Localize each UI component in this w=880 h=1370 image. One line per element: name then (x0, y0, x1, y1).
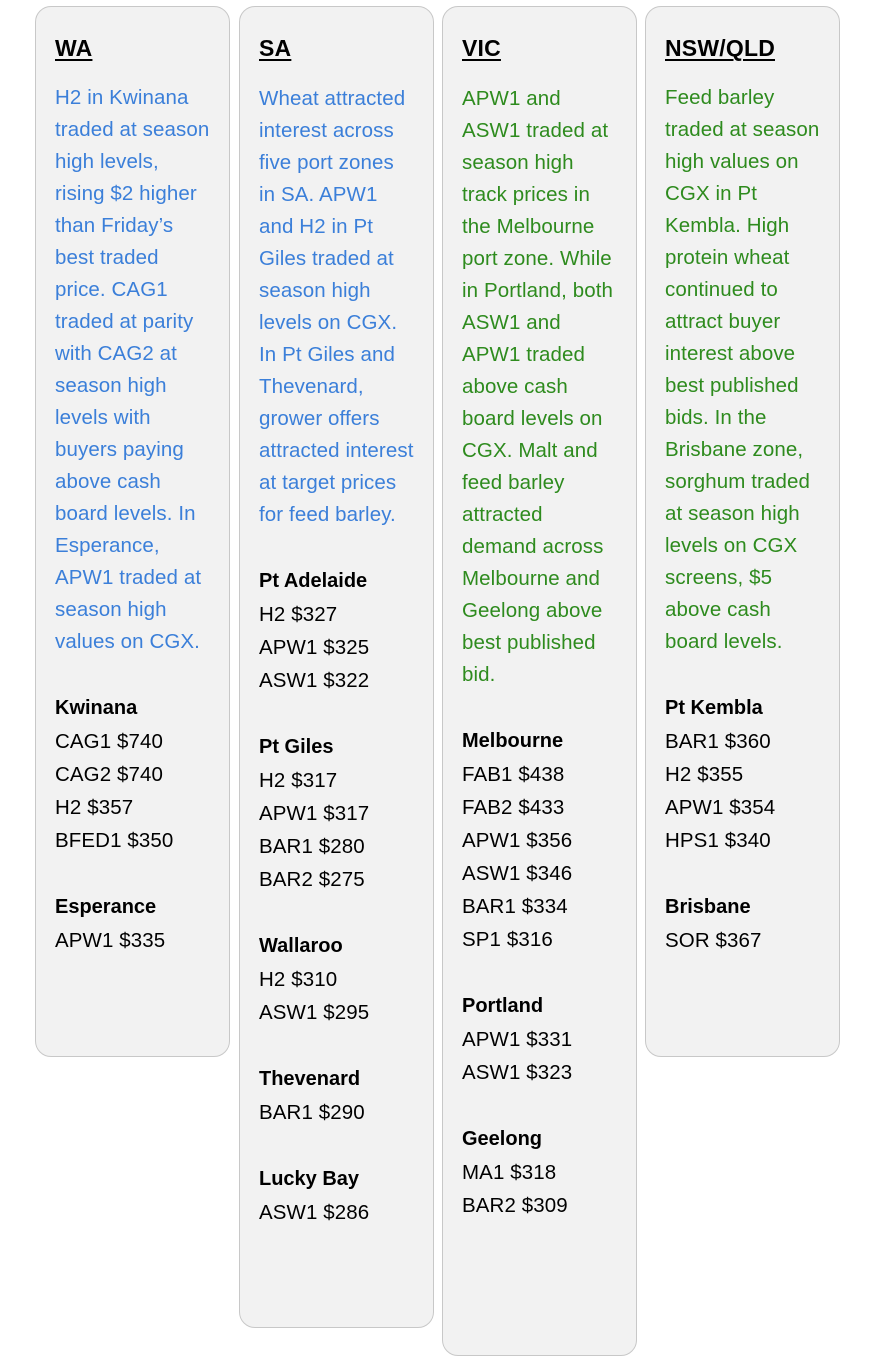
region-summary: APW1 and ASW1 traded at season high track prices in the Melbourne port zone. While in Portland, both ASW1 and APW1 traded above cash board levels on CGX. Malt and feed barley attracted demand across Melbourne and Geelong above best published bid. (462, 87, 613, 686)
price-line: BAR2 $309 (462, 1194, 568, 1217)
price-line: BFED1 $350 (55, 829, 174, 852)
price-line: FAB2 $433 (462, 796, 565, 819)
price-line: SOR $367 (665, 929, 762, 952)
port-section-brisbane (665, 891, 821, 957)
region-title: VIC (462, 35, 501, 61)
region-title: SA (259, 35, 292, 61)
price-line: CAG2 $740 (55, 763, 164, 786)
port-section-esperance (55, 891, 211, 957)
port-name: Pt Giles (259, 736, 334, 758)
price-line: BAR1 $334 (462, 895, 568, 918)
region-summary: Wheat attracted interest across five port zones in SA. APW1 and H2 in Pt Giles traded at season high levels on CGX. In Pt Giles and Thevenard, grower offers attracted interest at target prices for feed barley. (259, 87, 414, 526)
port-name: Melbourne (462, 730, 564, 752)
port-name: Lucky Bay (259, 1168, 360, 1190)
price-line: APW1 $325 (259, 636, 370, 659)
price-line: ASW1 $346 (462, 862, 573, 885)
region-summary: Feed barley traded at season high values on CGX in Pt Kembla. High protein wheat continued to attract buyer interest above best published bids. In the Brisbane zone, sorghum traded at season high levels on CGX screens, $5 above cash board levels. (665, 86, 820, 653)
price-line: BAR1 $280 (259, 835, 365, 858)
port-name: Pt Adelaide (259, 570, 368, 592)
port-section-pt-adelaide (259, 565, 415, 697)
price-line: BAR2 $275 (259, 868, 365, 891)
region-card-sa (239, 6, 434, 1328)
port-name: Esperance (55, 896, 157, 918)
region-card-nsw-qld (645, 6, 840, 1057)
port-section-portland (462, 990, 618, 1089)
port-section-kwinana (55, 692, 211, 857)
price-line: APW1 $354 (665, 796, 776, 819)
price-line: BAR1 $290 (259, 1101, 365, 1124)
price-line: H2 $317 (259, 769, 338, 792)
port-section-lucky-bay (259, 1163, 415, 1229)
price-line: H2 $357 (55, 796, 134, 819)
price-line: APW1 $335 (55, 929, 166, 952)
region-card-wa (35, 6, 230, 1057)
port-section-pt-kembla (665, 692, 821, 857)
port-name: Brisbane (665, 896, 751, 918)
price-line: CAG1 $740 (55, 730, 164, 753)
price-line: H2 $355 (665, 763, 744, 786)
port-name: Kwinana (55, 697, 138, 719)
region-summary: H2 in Kwinana traded at season high levels, rising $2 higher than Friday’s best traded price. CAG1 traded at parity with CAG2 at season high levels with buyers paying above cash board levels. In Esperance, APW1 traded at season high values on CGX. (55, 86, 210, 653)
price-line: APW1 $317 (259, 802, 370, 825)
port-name: Portland (462, 995, 544, 1017)
price-line: ASW1 $295 (259, 1001, 370, 1024)
price-line: ASW1 $323 (462, 1061, 573, 1084)
price-line: SP1 $316 (462, 928, 553, 951)
port-name: Geelong (462, 1128, 543, 1150)
port-name: Pt Kembla (665, 697, 763, 719)
port-section-melbourne (462, 725, 618, 956)
price-line: APW1 $331 (462, 1028, 573, 1051)
port-name: Thevenard (259, 1068, 361, 1090)
region-card-vic (442, 6, 637, 1356)
price-line: ASW1 $286 (259, 1201, 370, 1224)
port-section-thevenard (259, 1063, 415, 1129)
price-line: H2 $310 (259, 968, 338, 991)
region-title: WA (55, 35, 93, 61)
port-name: Wallaroo (259, 935, 343, 957)
port-section-wallaroo (259, 930, 415, 1029)
port-section-geelong (462, 1123, 618, 1222)
price-line: HPS1 $340 (665, 829, 771, 852)
price-line: FAB1 $438 (462, 763, 565, 786)
port-section-pt-giles (259, 731, 415, 896)
price-line: ASW1 $322 (259, 669, 370, 692)
region-title: NSW/QLD (665, 35, 775, 61)
price-line: BAR1 $360 (665, 730, 771, 753)
price-line: H2 $327 (259, 603, 338, 626)
price-line: APW1 $356 (462, 829, 573, 852)
price-line: MA1 $318 (462, 1161, 557, 1184)
